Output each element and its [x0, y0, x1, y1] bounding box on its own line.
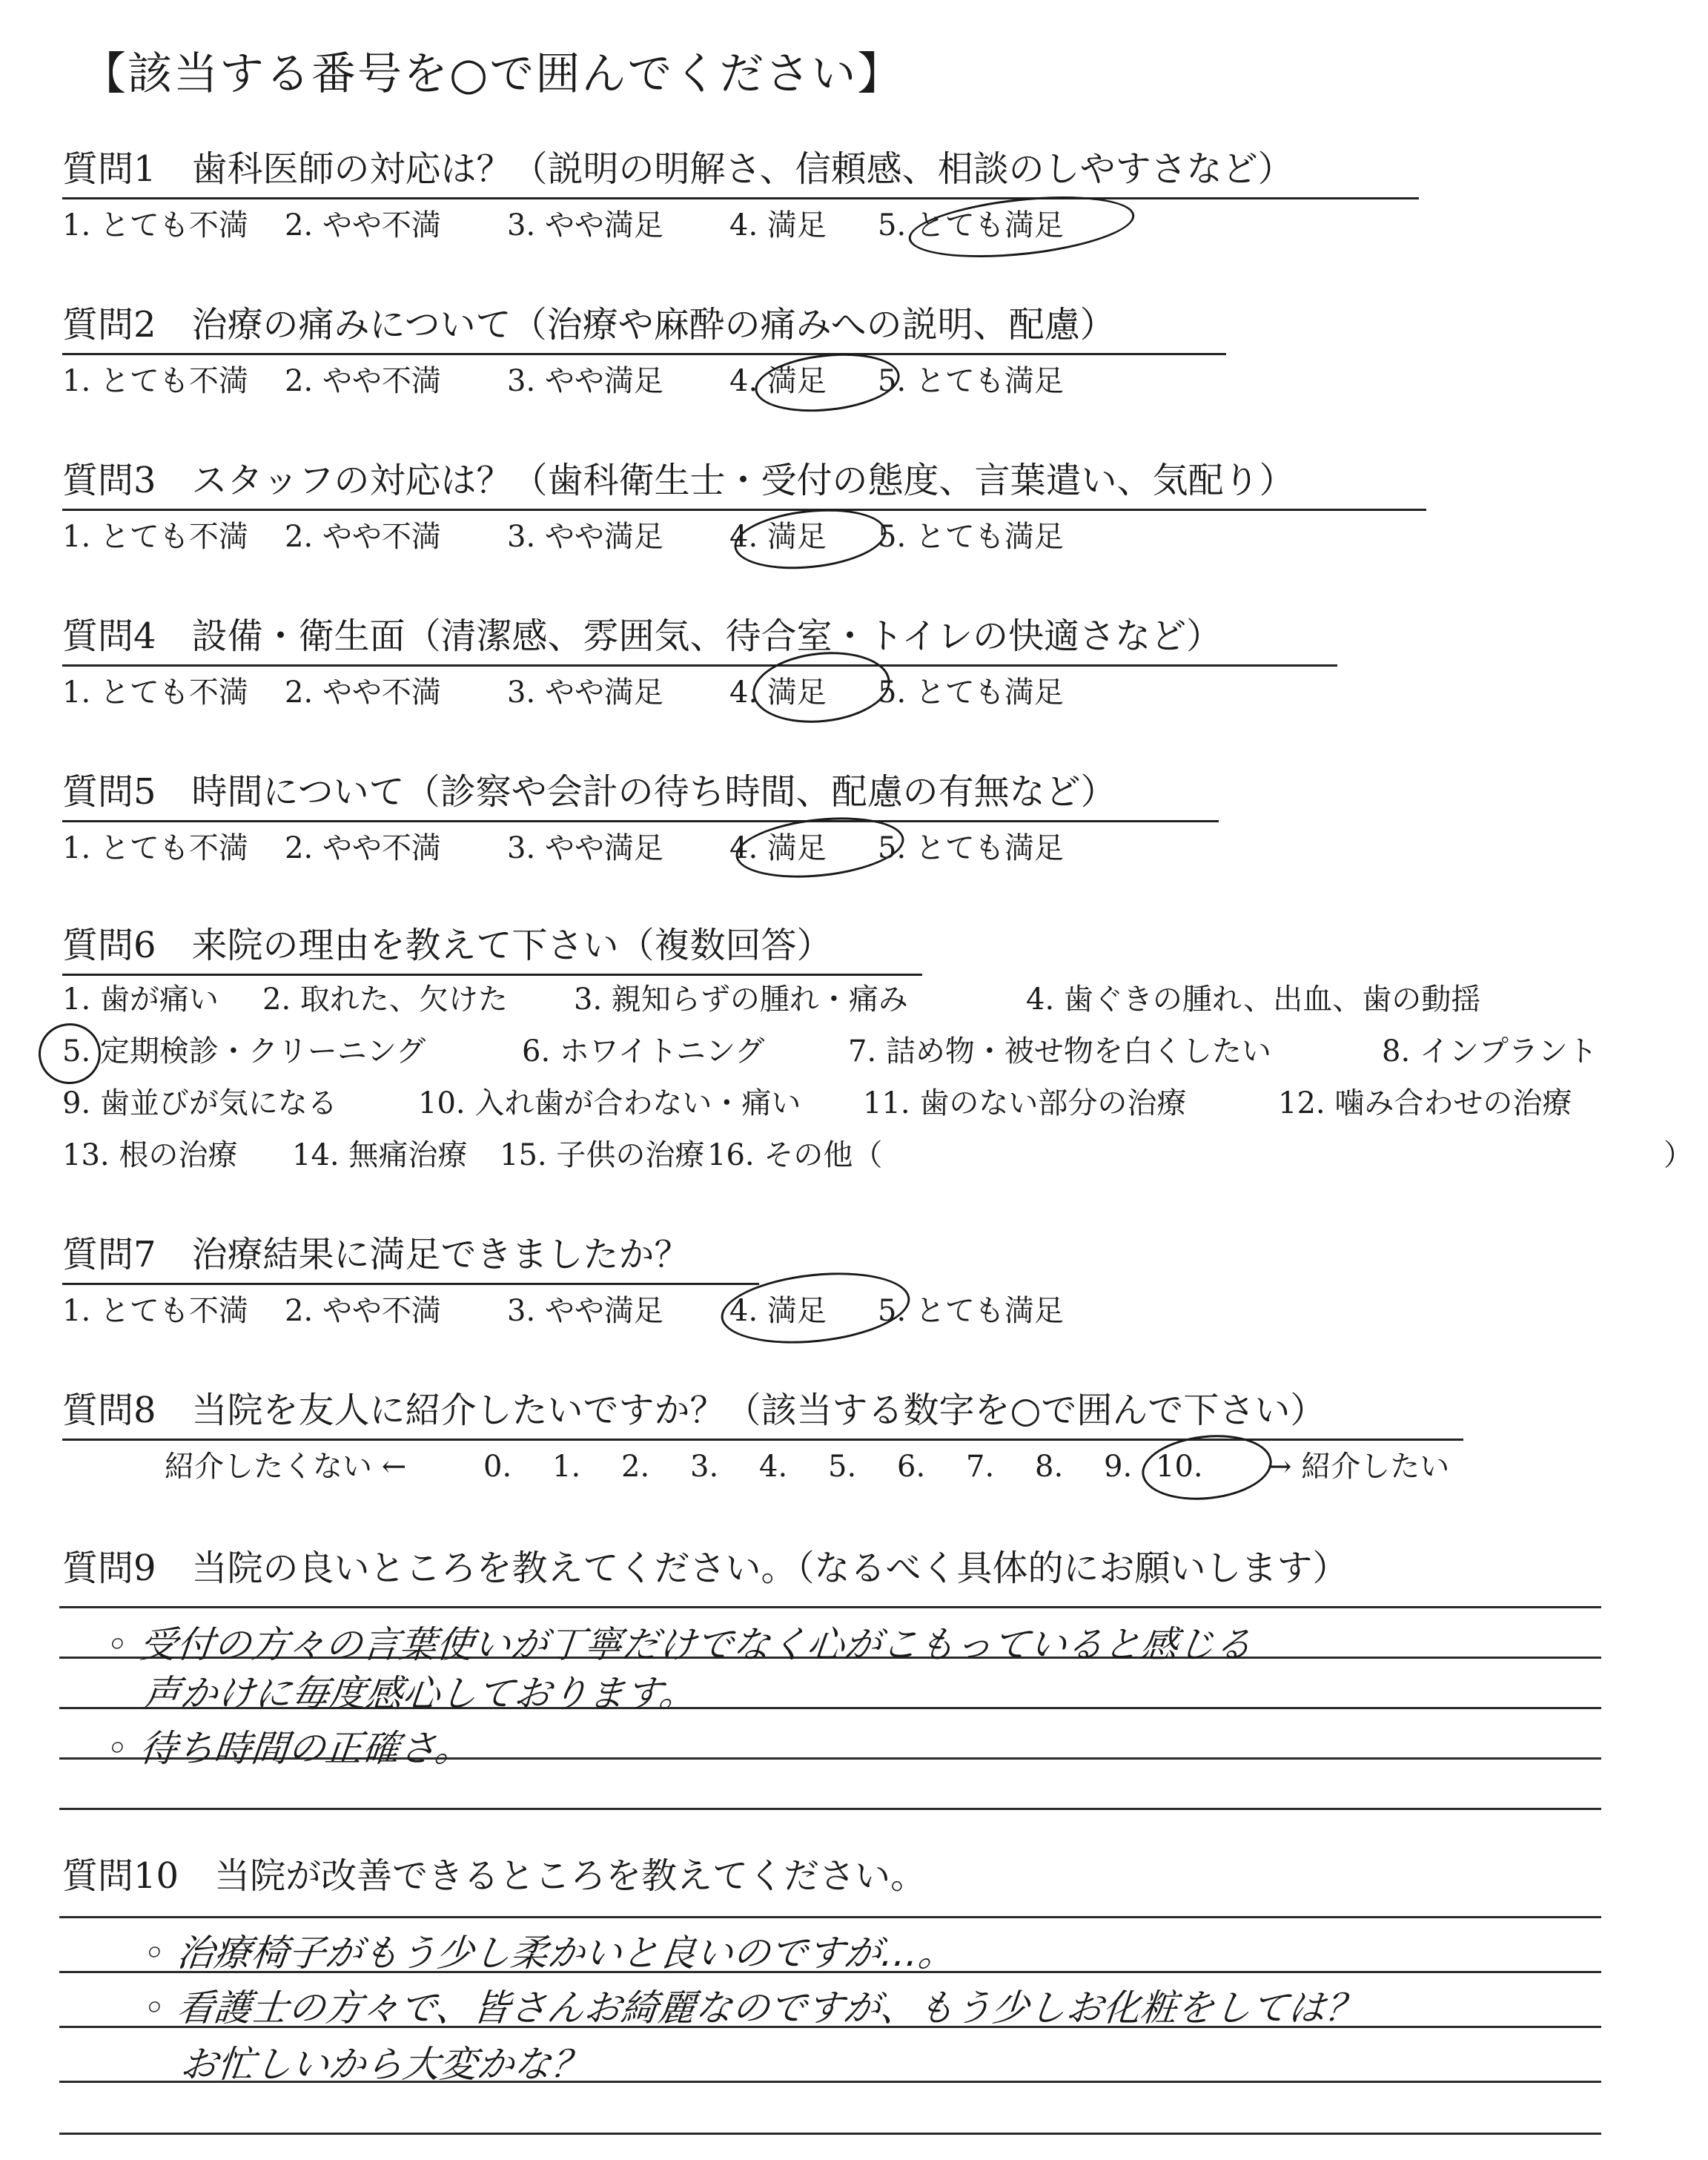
q9-answer-rule-1 — [59, 1606, 1601, 1608]
q6-option-11[interactable]: 11. 歯のない部分の治療 — [863, 1086, 1187, 1120]
question-1-title: 質問1 歯科医師の対応は？（説明の明解さ、信頼感、相談のしやすさなど） — [62, 147, 1419, 199]
q7-option-2[interactable]: 2. やや不満 — [285, 1294, 441, 1328]
q6-other-close-paren: ） — [1664, 1138, 1693, 1172]
q7-option-4[interactable]: 4. 満足 — [729, 1294, 827, 1328]
q6-option-6[interactable]: 6. ホワイトニング — [522, 1034, 765, 1069]
q3-option-2[interactable]: 2. やや不満 — [285, 520, 441, 554]
q1-option-1[interactable]: 1. とても不満 — [62, 208, 248, 242]
q7-option-3[interactable]: 3. やや満足 — [507, 1294, 663, 1328]
q6-option-10[interactable]: 10. 入れ歯が合わない・痛い — [418, 1086, 801, 1120]
q6-option-14[interactable]: 14. 無痛治療 — [292, 1138, 468, 1172]
question-7-options — [62, 1292, 1100, 1330]
q6-option-4[interactable]: 4. 歯ぐきの腫れ、出血、歯の動揺 — [1026, 982, 1481, 1017]
q8-right-label: → 紹介したい — [1267, 1450, 1450, 1484]
question-2-title: 質問2 治療の痛みについて（治療や麻酔の痛みへの説明、配慮） — [62, 303, 1226, 355]
q3-option-1[interactable]: 1. とても不満 — [62, 520, 248, 554]
q10-answer-rule-1 — [59, 1916, 1601, 1918]
q4-option-3[interactable]: 3. やや満足 — [507, 676, 663, 710]
question-3-options — [62, 518, 1100, 556]
q4-option-5[interactable]: 5. とても満足 — [878, 676, 1064, 710]
q2-option-3[interactable]: 3. やや満足 — [507, 364, 663, 398]
q8-scale-0[interactable]: 0. — [483, 1450, 512, 1484]
q6-selection-circle — [36, 1020, 104, 1087]
q8-scale-1[interactable]: 1. — [552, 1450, 581, 1484]
q6-option-5[interactable]: 5. 定期検診・クリーニング — [62, 1034, 426, 1069]
q8-scale-10[interactable]: 10. — [1156, 1450, 1203, 1484]
q9-answer-line-3: ◦ 待ち時間の正確さ。 — [104, 1727, 474, 1770]
q3-option-4[interactable]: 4. 満足 — [729, 520, 827, 554]
q8-scale-5[interactable]: 5. — [828, 1450, 857, 1484]
question-2-options — [62, 362, 1100, 400]
q9-answer-line-1: ◦ 受付の方々の言葉使いが丁寧だけでなく心がこもっていると感じる — [104, 1623, 1254, 1666]
question-10-title: 質問10 当院が改善できるところを教えてください。 — [62, 1855, 927, 1897]
q7-option-1[interactable]: 1. とても不満 — [62, 1294, 248, 1328]
q5-option-4[interactable]: 4. 満足 — [729, 831, 827, 865]
q1-option-4[interactable]: 4. 満足 — [729, 208, 827, 242]
q8-scale-9[interactable]: 9. — [1104, 1450, 1133, 1484]
question-8-title: 質問8 当院を友人に紹介したいですか？（該当する数字を○で囲んで下さい） — [62, 1388, 1463, 1441]
q10-answer-line-1: ◦ 治療椅子がもう少し柔かいと良いのですが…。 — [141, 1932, 958, 1975]
q9-answer-line-2: 声かけに毎度感心しております。 — [104, 1672, 699, 1715]
q3-selection-circle — [731, 502, 889, 575]
q5-option-2[interactable]: 2. やや不満 — [285, 831, 441, 865]
q4-option-2[interactable]: 2. やや不満 — [285, 676, 441, 710]
q8-scale-6[interactable]: 6. — [897, 1450, 926, 1484]
q2-option-2[interactable]: 2. やや不満 — [285, 364, 441, 398]
q6-option-15[interactable]: 15. 子供の治療 — [500, 1138, 705, 1172]
q1-option-5[interactable]: 5. とても満足 — [878, 208, 1064, 242]
question-6-title: 質問6 来院の理由を教えて下さい（複数回答） — [62, 923, 922, 976]
q8-left-label: 紹介したくない ← — [165, 1450, 407, 1484]
q6-option-16[interactable]: 16. その他（ — [707, 1138, 883, 1172]
question-4-title: 質問4 設備・衛生面（清潔感、雰囲気、待合室・トイレの快適さなど） — [62, 614, 1337, 667]
q2-option-4[interactable]: 4. 満足 — [729, 364, 827, 398]
q6-option-2[interactable]: 2. 取れた、欠けた — [262, 982, 508, 1017]
question-3-title: 質問3 スタッフの対応は？（歯科衛生士・受付の態度、言葉遣い、気配り） — [62, 458, 1426, 511]
q4-option-4[interactable]: 4. 満足 — [729, 676, 827, 710]
question-5-options — [62, 829, 1100, 868]
q7-option-5[interactable]: 5. とても満足 — [878, 1294, 1064, 1328]
q1-option-2[interactable]: 2. やや不満 — [285, 208, 441, 242]
q3-option-3[interactable]: 3. やや満足 — [507, 520, 663, 554]
q3-option-5[interactable]: 5. とても満足 — [878, 520, 1064, 554]
q10-answer-line-3: お忙しいから大変かな？ — [141, 2043, 591, 2086]
q8-scale-2[interactable]: 2. — [621, 1450, 650, 1484]
q2-selection-circle — [752, 347, 903, 418]
page-title: 【該当する番号を○で囲んでください】 — [82, 48, 904, 100]
question-4-options — [62, 673, 1100, 712]
q6-option-8[interactable]: 8. インプラント — [1382, 1034, 1598, 1069]
q5-option-3[interactable]: 3. やや満足 — [507, 831, 663, 865]
q6-options-row-1 — [62, 980, 1589, 1019]
q4-option-1[interactable]: 1. とても不満 — [62, 676, 248, 710]
q8-scale-7[interactable]: 7. — [966, 1450, 995, 1484]
q6-options-row-4 — [62, 1136, 1693, 1175]
q1-option-3[interactable]: 3. やや満足 — [507, 208, 663, 242]
q6-option-7[interactable]: 7. 詰め物・被せ物を白くしたい — [848, 1034, 1271, 1069]
q9-answer-rule-5 — [59, 1808, 1601, 1810]
question-5-title: 質問5 時間について（診察や会計の待ち時間、配慮の有無など） — [62, 770, 1219, 822]
q6-option-13[interactable]: 13. 根の治療 — [62, 1138, 238, 1172]
q6-option-3[interactable]: 3. 親知らずの腫れ・痛み — [574, 982, 908, 1017]
q10-answer-line-2: ◦ 看護士の方々で、皆さんお綺麗なのですが、もう少しお化粧をしては？ — [141, 1986, 1365, 2029]
q6-option-1[interactable]: 1. 歯が痛い — [62, 982, 219, 1017]
q8-scale-8[interactable]: 8. — [1035, 1450, 1064, 1484]
question-9-title: 質問9 当院の良いところを教えてください。（なるべく具体的にお願いします） — [62, 1548, 1348, 1589]
q2-option-1[interactable]: 1. とても不満 — [62, 364, 248, 398]
q6-option-12[interactable]: 12. 噛み合わせの治療 — [1278, 1086, 1572, 1120]
q6-options-row-3 — [62, 1084, 1604, 1123]
q10-answer-rule-5 — [59, 2133, 1601, 2135]
q8-scale-4[interactable]: 4. — [759, 1450, 788, 1484]
q8-scale-3[interactable]: 3. — [690, 1450, 719, 1484]
q5-option-5[interactable]: 5. とても満足 — [878, 831, 1064, 865]
q6-option-9[interactable]: 9. 歯並びが気になる — [62, 1086, 337, 1120]
q5-option-1[interactable]: 1. とても不満 — [62, 831, 248, 865]
q2-option-5[interactable]: 5. とても満足 — [878, 364, 1064, 398]
question-7-title: 質問7 治療結果に満足できましたか？ — [62, 1232, 759, 1285]
q6-options-row-2 — [62, 1032, 1678, 1071]
